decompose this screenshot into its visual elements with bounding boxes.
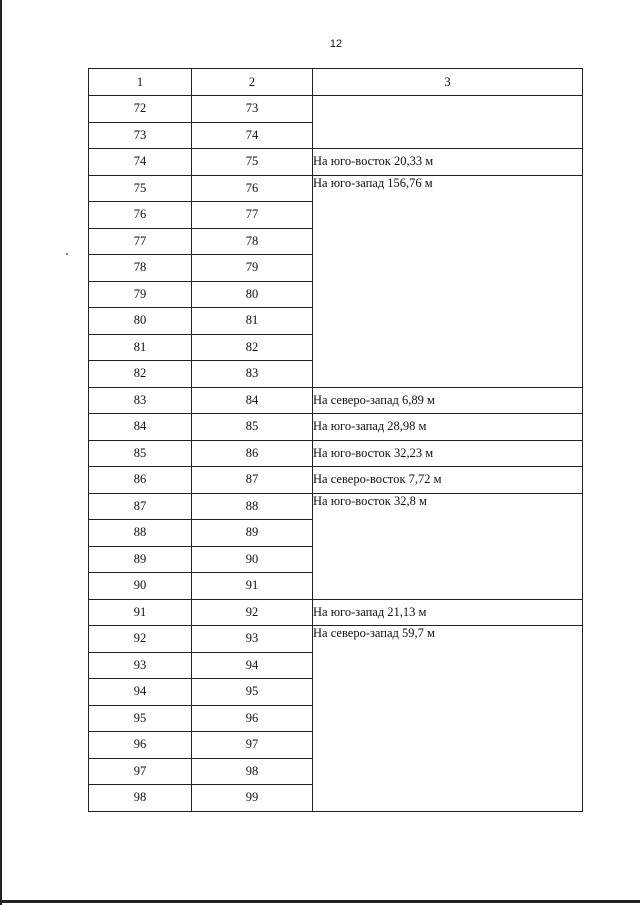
direction-distance-cell: На юго-запад 28,98 м <box>313 414 583 441</box>
point-from-cell: 75 <box>89 175 192 202</box>
point-to-cell: 90 <box>192 546 313 573</box>
point-from-cell: 88 <box>89 520 192 547</box>
point-from-cell: 84 <box>89 414 192 441</box>
coordinates-table <box>88 68 583 812</box>
column-header-1: 1 <box>89 69 192 96</box>
point-from-cell: 91 <box>89 599 192 626</box>
point-from-cell: 78 <box>89 255 192 282</box>
point-to-cell: 82 <box>192 334 313 361</box>
point-to-cell: 81 <box>192 308 313 335</box>
point-to-cell: 93 <box>192 626 313 653</box>
point-to-cell: 91 <box>192 573 313 600</box>
point-to-cell: 75 <box>192 149 313 176</box>
direction-distance-cell: На юго-запад 156,76 м <box>313 175 583 387</box>
table-row <box>89 599 583 626</box>
point-from-cell: 94 <box>89 679 192 706</box>
table-row <box>89 96 583 123</box>
table-row <box>89 175 583 202</box>
table-body <box>89 96 583 812</box>
point-from-cell: 77 <box>89 228 192 255</box>
point-to-cell: 92 <box>192 599 313 626</box>
point-to-cell: 84 <box>192 387 313 414</box>
direction-distance-cell: На северо-запад 59,7 м <box>313 626 583 812</box>
point-from-cell: 89 <box>89 546 192 573</box>
point-to-cell: 77 <box>192 202 313 229</box>
table-header-row <box>89 69 583 96</box>
point-from-cell: 95 <box>89 705 192 732</box>
point-from-cell: 86 <box>89 467 192 494</box>
point-from-cell: 98 <box>89 785 192 812</box>
point-to-cell: 97 <box>192 732 313 759</box>
direction-distance-cell <box>313 96 583 149</box>
point-to-cell: 99 <box>192 785 313 812</box>
point-from-cell: 85 <box>89 440 192 467</box>
point-from-cell: 93 <box>89 652 192 679</box>
point-to-cell: 83 <box>192 361 313 388</box>
table-row <box>89 149 583 176</box>
point-from-cell: 72 <box>89 96 192 123</box>
table-row <box>89 467 583 494</box>
point-to-cell: 73 <box>192 96 313 123</box>
table-row <box>89 414 583 441</box>
direction-distance-cell: На северо-восток 7,72 м <box>313 467 583 494</box>
direction-distance-cell: На юго-восток 32,8 м <box>313 493 583 599</box>
point-to-cell: 74 <box>192 122 313 149</box>
point-to-cell: 95 <box>192 679 313 706</box>
scan-speck <box>66 253 68 255</box>
point-to-cell: 98 <box>192 758 313 785</box>
point-to-cell: 94 <box>192 652 313 679</box>
point-from-cell: 82 <box>89 361 192 388</box>
point-to-cell: 80 <box>192 281 313 308</box>
point-to-cell: 85 <box>192 414 313 441</box>
point-to-cell: 96 <box>192 705 313 732</box>
column-header-3: 3 <box>313 69 583 96</box>
point-from-cell: 76 <box>89 202 192 229</box>
page-number: 12 <box>329 38 343 50</box>
point-from-cell: 97 <box>89 758 192 785</box>
point-from-cell: 90 <box>89 573 192 600</box>
point-from-cell: 73 <box>89 122 192 149</box>
point-from-cell: 87 <box>89 493 192 520</box>
column-header-2: 2 <box>192 69 313 96</box>
bottom-scan-border <box>0 900 640 903</box>
point-from-cell: 80 <box>89 308 192 335</box>
point-to-cell: 76 <box>192 175 313 202</box>
left-scan-border <box>0 0 2 905</box>
table-row <box>89 387 583 414</box>
direction-distance-cell: На северо-запад 6,89 м <box>313 387 583 414</box>
point-from-cell: 83 <box>89 387 192 414</box>
direction-distance-cell: На юго-восток 32,23 м <box>313 440 583 467</box>
table-row <box>89 626 583 653</box>
table-row <box>89 493 583 520</box>
table-row <box>89 440 583 467</box>
point-from-cell: 92 <box>89 626 192 653</box>
direction-distance-cell: На юго-запад 21,13 м <box>313 599 583 626</box>
point-from-cell: 74 <box>89 149 192 176</box>
point-from-cell: 79 <box>89 281 192 308</box>
point-to-cell: 78 <box>192 228 313 255</box>
direction-distance-cell: На юго-восток 20,33 м <box>313 149 583 176</box>
point-from-cell: 81 <box>89 334 192 361</box>
point-to-cell: 86 <box>192 440 313 467</box>
point-to-cell: 89 <box>192 520 313 547</box>
point-to-cell: 79 <box>192 255 313 282</box>
point-to-cell: 88 <box>192 493 313 520</box>
point-to-cell: 87 <box>192 467 313 494</box>
point-from-cell: 96 <box>89 732 192 759</box>
